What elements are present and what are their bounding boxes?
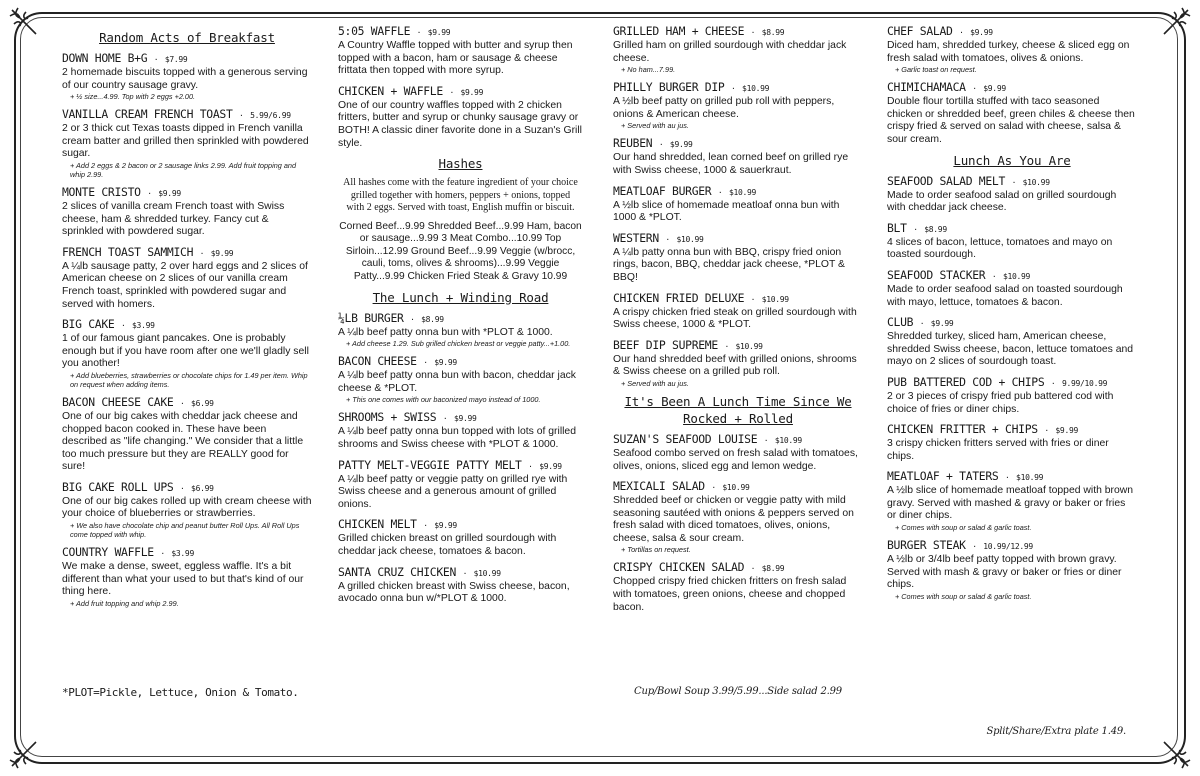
item-description: Diced ham, shredded turkey, cheese & sliced egg on fresh salad with tomatoes, olives & onions. bbox=[887, 40, 1130, 64]
menu-item bbox=[613, 24, 863, 74]
menu-item bbox=[887, 174, 1137, 215]
item-name bbox=[62, 51, 312, 67]
item-price: $9.99 bbox=[427, 28, 451, 37]
item-description: A ¼lb beef patty onna bun topped with lots of grilled shrooms and Swiss cheese with *PLOT & 1000. bbox=[338, 426, 576, 450]
item-price: $10.99 bbox=[774, 435, 802, 445]
item-note: + Comes with soup or salad & garlic toast. bbox=[895, 523, 1032, 533]
item-title: SEAFOOD STACKER bbox=[887, 267, 986, 282]
price-separator: · bbox=[987, 271, 1001, 281]
item-price: $10.99 bbox=[735, 341, 763, 351]
item-title: CHIMICHAMACA bbox=[887, 80, 966, 95]
menu-item bbox=[62, 185, 312, 239]
item-description: We make a dense, sweet, eggless waffle. It's a bit different than what your used to but that's kind of our thing here. bbox=[62, 561, 304, 598]
menu-item bbox=[613, 136, 863, 177]
section-title: Lunch As You Are bbox=[953, 152, 1071, 168]
item-name bbox=[613, 24, 863, 40]
item-title: FRENCH TOAST SAMMICH bbox=[62, 244, 194, 259]
item-note: + Add cheese 1.29. Sub grilled chicken breast or veggie patty...+1.00. bbox=[346, 339, 571, 349]
item-name bbox=[887, 538, 1137, 554]
item-title: CHICKEN MELT bbox=[338, 517, 417, 532]
item-description: Made to order seafood salad on toasted sourdough with mayo, lettuce, tomatoes & bacon. bbox=[887, 283, 1123, 308]
item-title: REUBEN bbox=[613, 136, 653, 151]
item-price: $9.99 bbox=[434, 521, 457, 531]
item-title: SEAFOOD SALAD MELT bbox=[887, 173, 1006, 188]
item-name bbox=[887, 315, 1137, 331]
price-separator: · bbox=[155, 549, 170, 559]
menu-item bbox=[62, 545, 312, 608]
menu-item bbox=[887, 538, 1137, 601]
item-title: BLT bbox=[887, 220, 907, 235]
item-note: + Served with au jus. bbox=[621, 378, 689, 388]
item-title: CRISPY CHICKEN SALAD bbox=[613, 560, 745, 575]
item-note: + Served with au jus. bbox=[621, 121, 689, 131]
menu-item bbox=[338, 458, 583, 512]
menu-item-list bbox=[338, 24, 583, 150]
item-name bbox=[613, 338, 863, 354]
item-title: SHROOMS + SWISS bbox=[338, 410, 437, 425]
item-price: $10.99 bbox=[1016, 473, 1044, 483]
menu-item-list bbox=[887, 174, 1137, 601]
item-title: WESTERN bbox=[613, 230, 659, 245]
menu-item-list bbox=[887, 24, 1137, 147]
price-separator: · bbox=[234, 111, 249, 121]
item-title: BURGER STEAK bbox=[887, 538, 966, 553]
item-price: $9.99 bbox=[460, 87, 484, 97]
menu-item bbox=[613, 184, 863, 225]
price-separator: · bbox=[915, 319, 929, 329]
price-separator: · bbox=[116, 321, 131, 331]
item-title: PUB BATTERED COD + CHIPS bbox=[887, 374, 1045, 389]
price-separator: · bbox=[1039, 426, 1054, 436]
price-separator: · bbox=[195, 248, 209, 258]
item-name bbox=[887, 174, 1137, 190]
price-separator: · bbox=[412, 28, 426, 37]
item-description: 2 homemade biscuits topped with a generous serving of our country sausage gravy. bbox=[62, 67, 308, 91]
item-price: $9.99 bbox=[970, 28, 993, 37]
item-title: CHICKEN + WAFFLE bbox=[338, 83, 443, 98]
item-price: $3.99 bbox=[171, 549, 194, 559]
menu-item bbox=[887, 422, 1137, 463]
item-description: Our hand shredded, lean corned beef on grilled rye with Swiss cheese, 1000 & sauerkraut. bbox=[613, 152, 849, 176]
price-separator: · bbox=[719, 341, 734, 351]
menu-item bbox=[887, 268, 1137, 309]
section-title: The Lunch + Winding Road bbox=[372, 289, 549, 305]
menu-item bbox=[887, 469, 1137, 532]
item-title: MEATLOAF + TATERS bbox=[887, 469, 999, 484]
item-note: + Add blueberries, strawberries or chocolate chips for 1.49 per item. Whip on request when adding items. bbox=[70, 370, 308, 389]
item-name bbox=[62, 185, 312, 201]
item-description: Shredded beef or chicken or veggie patty with mild seasoning sautéed with onions & peppers served on fresh salad with diced tomatoes, olives, onions, cheese, salsa & sour cream. bbox=[613, 495, 854, 544]
menu-item bbox=[338, 311, 583, 349]
item-title: BACON CHEESE CAKE bbox=[62, 394, 174, 409]
price-separator: · bbox=[458, 568, 472, 578]
item-price: $8.99 bbox=[421, 314, 444, 324]
price-separator: · bbox=[660, 234, 675, 244]
item-price: $8.99 bbox=[761, 564, 785, 574]
menu-item bbox=[62, 107, 312, 179]
column-waffles-hashes-lunch bbox=[338, 24, 583, 612]
item-name bbox=[613, 136, 863, 152]
item-description: Double flour tortilla stuffed with taco seasoned chicken or shredded beef, green chiles & cheese then crispy fried & served on salad with cheese, salsa & sour cream. bbox=[887, 96, 1135, 145]
item-name bbox=[613, 479, 863, 495]
section-title: It's Been A Lunch Time Since We bbox=[624, 393, 852, 409]
item-price: $9.99 bbox=[434, 358, 457, 368]
menu-item bbox=[338, 354, 583, 404]
item-title: BEEF DIP SUPREME bbox=[613, 337, 718, 352]
item-name bbox=[338, 84, 583, 100]
item-title: PATTY MELT-VEGGIE PATTY MELT bbox=[338, 457, 522, 472]
item-price: $10.99 bbox=[1002, 271, 1031, 281]
item-name bbox=[887, 24, 1137, 40]
price-separator: · bbox=[967, 542, 982, 552]
item-price: $10.99 bbox=[761, 294, 789, 304]
item-name bbox=[338, 517, 583, 533]
item-price: $9.99 bbox=[453, 414, 477, 424]
item-price: $9.99 bbox=[983, 84, 1006, 94]
price-separator: · bbox=[726, 84, 741, 94]
price-separator: · bbox=[746, 28, 760, 37]
item-description: A ½lb slice of homemade meatloaf topped with brown gravy. Served with mashed & gravy or baker or fries or diner chips. bbox=[887, 485, 1134, 522]
item-description: One of our big cakes rolled up with cream cheese with your choice of blueberries or strawberries. bbox=[62, 495, 312, 520]
item-note: + Add fruit topping and whip 2.99. bbox=[70, 598, 179, 608]
menu-item bbox=[887, 24, 1137, 74]
item-name bbox=[613, 291, 863, 307]
item-description: 2 slices of vanilla cream French toast with Swiss cheese, ham & shredded turkey. Fancy cut & sprinkled with powdered sugar. bbox=[62, 200, 285, 238]
hashes-intro: All hashes come with the feature ingredient of your choice grilled together with homers, peppers + onions, topped with 2 eggs. Served with toast, English muffin or biscuit. bbox=[343, 177, 578, 214]
item-description: One of our country waffles topped with 2 chicken fritters, butter and syrup or chunky sausage gravy or BOTH! A classic diner favorite done in a Suzan's Grill style. bbox=[338, 99, 582, 149]
price-separator: · bbox=[706, 483, 721, 493]
item-description: 2 or 3 thick cut Texas toasts dipped in French vanilla cream batter and grilled then sprinkled with powdered sugar. bbox=[62, 123, 309, 160]
item-description: A ¼lb beef patty onna bun with *PLOT & 1000. bbox=[338, 326, 553, 338]
item-title: SUZAN'S SEAFOOD LOUISE bbox=[613, 431, 758, 446]
price-separator: · bbox=[149, 55, 163, 64]
item-name bbox=[613, 560, 863, 576]
item-title: GRILLED HAM + CHEESE bbox=[613, 24, 745, 38]
menu-item bbox=[613, 80, 863, 130]
item-name bbox=[338, 458, 583, 474]
item-name bbox=[887, 80, 1137, 96]
item-note: + This one comes with our baconized mayo instead of 1000. bbox=[346, 395, 541, 405]
item-price: 10.99/12.99 bbox=[983, 542, 1033, 552]
item-title: CHICKEN FRIED DELUXE bbox=[613, 290, 745, 305]
item-name bbox=[887, 221, 1137, 237]
menu-item bbox=[338, 517, 583, 558]
price-separator: · bbox=[438, 414, 452, 424]
menu-item-list bbox=[613, 24, 863, 388]
item-description: 2 or 3 pieces of crispy fried pub battered cod with choice of fries or diner chips. bbox=[887, 390, 1114, 415]
item-description: 4 slices of bacon, lettuce, tomatoes and mayo on toasted sourdough. bbox=[887, 236, 1113, 261]
item-title: CHEF SALAD bbox=[887, 24, 953, 38]
item-description: A crispy chicken fried steak on grilled sourdough with Swiss cheese, 1000 & *PLOT. bbox=[613, 306, 857, 331]
item-name bbox=[887, 422, 1137, 438]
price-separator: · bbox=[175, 398, 190, 408]
menu-item bbox=[613, 479, 863, 554]
item-price: 5.99/6.99 bbox=[250, 111, 291, 121]
item-title: 5:05 WAFFLE bbox=[338, 24, 411, 38]
item-title: MEATLOAF BURGER bbox=[613, 183, 712, 198]
item-name bbox=[62, 395, 312, 411]
item-description: Shredded turkey, sliced ham, American cheese, shredded Swiss cheese, bacon, lettuce tomatoes and mayo on 2 slices of sourdough toast. bbox=[887, 331, 1134, 368]
item-description: Grilled ham on grilled sourdough with cheddar jack cheese. bbox=[613, 40, 847, 64]
item-description: 1 of our famous giant pancakes. One is probably enough but if you have room after one we'll gladly sell you another! bbox=[62, 333, 309, 370]
menu-item-list bbox=[62, 51, 312, 608]
menu-item bbox=[62, 317, 312, 389]
price-separator: · bbox=[142, 188, 157, 198]
item-description: A grilled chicken breast with Swiss cheese, bacon, avocado onna bun w/*PLOT & 1000. bbox=[338, 580, 570, 605]
item-description: A Country Waffle topped with butter and syrup then topped with a bacon, ham or sausage & cheese frittata then topped with more syrup. bbox=[338, 40, 573, 77]
item-price: $3.99 bbox=[132, 321, 155, 331]
plot-footnote: *PLOT=Pickle, Lettuce, Onion & Tomato. bbox=[62, 686, 299, 699]
menu-item bbox=[613, 432, 863, 473]
item-title: SANTA CRUZ CHICKEN bbox=[338, 564, 457, 579]
item-price: $10.99 bbox=[473, 568, 501, 578]
menu-item bbox=[887, 80, 1137, 146]
flourish-icon bbox=[1154, 732, 1194, 772]
item-price: $9.99 bbox=[539, 461, 562, 471]
column-breakfast bbox=[62, 24, 312, 614]
menu-item bbox=[62, 480, 312, 539]
item-title: COUNTRY WAFFLE bbox=[62, 545, 154, 560]
item-description: One of our big cakes with cheddar jack cheese and chopped bacon cooked in. These have been described as "life changing." We consider that a little too much pressure but they are REALLY good for sure! bbox=[62, 410, 304, 473]
item-description: A ¼lb patty onna bun with BBQ, crispy fried onion rings, bacon, BBQ, cheddar jack cheese, *PLOT & BBQ! bbox=[613, 246, 845, 283]
price-separator: · bbox=[954, 28, 969, 37]
item-price: $9.99 bbox=[158, 188, 181, 198]
item-description: A ¼lb beef patty or veggie patty on grilled rye with Swiss cheese and a generous amount of grilled onions. bbox=[338, 473, 568, 510]
item-name bbox=[62, 317, 312, 333]
price-separator: · bbox=[1046, 378, 1060, 388]
price-separator: · bbox=[713, 187, 727, 197]
item-title: BIG CAKE bbox=[62, 317, 115, 332]
item-name bbox=[887, 268, 1137, 284]
item-note: + No ham...7.99. bbox=[621, 65, 676, 75]
hashes-list: Corned Beef...9.99 Shredded Beef...9.99 Ham, bacon or sausage...9.99 3 Meat Combo...10.99 Top Sirloin...12.99 Ground Beef...9.99 Veggie (w/brocc, cauli, toms, olives & shrooms)...9.99 Veggie Patty...9.99 Chicken Fried Steak & Gravy 10.99 bbox=[339, 220, 582, 283]
price-separator: · bbox=[746, 294, 760, 304]
item-description: Grilled chicken breast on grilled sourdough with cheddar jack cheese, tomatoes & bacon. bbox=[338, 533, 557, 557]
menu-item-list bbox=[338, 311, 583, 606]
price-separator: · bbox=[418, 521, 433, 531]
item-name bbox=[338, 410, 583, 426]
item-title: BIG CAKE ROLL UPS bbox=[62, 479, 174, 494]
item-price: $8.99 bbox=[924, 224, 947, 234]
flourish-icon bbox=[6, 732, 46, 772]
item-price: $8.99 bbox=[761, 28, 785, 37]
item-price: $9.99 bbox=[930, 319, 954, 329]
menu-item bbox=[62, 51, 312, 101]
item-name bbox=[62, 245, 312, 261]
item-title: ¼LB BURGER bbox=[338, 310, 404, 325]
item-name bbox=[613, 184, 863, 200]
price-separator: · bbox=[967, 84, 982, 94]
item-title: VANILLA CREAM FRENCH TOAST bbox=[62, 107, 233, 122]
item-name bbox=[62, 480, 312, 496]
item-name bbox=[62, 107, 312, 123]
section-title: Random Acts of Breakfast bbox=[99, 30, 275, 45]
item-price: $7.99 bbox=[164, 55, 188, 64]
price-separator: · bbox=[908, 224, 923, 234]
split-plate-note: Split/Share/Extra plate 1.49. bbox=[986, 726, 1126, 737]
item-title: CLUB bbox=[887, 315, 914, 330]
menu-item bbox=[613, 291, 863, 332]
menu-item bbox=[338, 84, 583, 150]
item-description: Seafood combo served on fresh salad with tomatoes, olives, onions, sliced egg and lemon wedge. bbox=[613, 447, 858, 472]
item-description: A ½lb slice of homemade meatloaf onna bun with 1000 & *PLOT. bbox=[613, 199, 840, 224]
menu-item bbox=[338, 565, 583, 606]
item-description: Our hand shredded beef with grilled onions, shrooms & Swiss cheese on a grilled pub roll. bbox=[613, 353, 857, 378]
item-name bbox=[338, 311, 583, 327]
price-separator: · bbox=[1007, 177, 1021, 187]
item-name bbox=[613, 80, 863, 96]
item-note: + Add 2 eggs & 2 bacon or 2 sausage links 2.99. Add fruit topping and whip 2.99. bbox=[70, 160, 297, 179]
flourish-icon bbox=[1154, 4, 1194, 44]
item-price: 9.99/10.99 bbox=[1061, 378, 1108, 388]
item-description: Made to order seafood salad on grilled sourdough with cheddar jack cheese. bbox=[887, 189, 1117, 214]
item-price: $9.99 bbox=[210, 248, 234, 258]
menu-item bbox=[62, 395, 312, 474]
item-name bbox=[887, 375, 1137, 391]
item-title: BACON CHEESE bbox=[338, 354, 417, 369]
item-note: + Tortillas on request. bbox=[621, 545, 691, 555]
item-price: $10.99 bbox=[728, 187, 757, 197]
price-separator: · bbox=[1000, 473, 1015, 483]
column-salads-lunch bbox=[887, 24, 1137, 607]
item-description: A ¼lb beef patty onna bun with bacon, cheddar jack cheese & *PLOT. bbox=[338, 370, 576, 394]
price-separator: · bbox=[746, 564, 760, 574]
item-description: A ¼lb sausage patty, 2 over hard eggs and 2 slices of American cheese on 2 slices of our vanilla cream French toast, sprinkled with powdered sugar and served with homers. bbox=[62, 260, 308, 310]
column-sandwiches-salads bbox=[613, 24, 863, 620]
item-name bbox=[613, 231, 863, 247]
item-price: $10.99 bbox=[1022, 177, 1050, 187]
menu-item bbox=[887, 315, 1137, 369]
item-note: + Comes with soup or salad & garlic toast. bbox=[895, 591, 1032, 601]
item-title: CHICKEN FRITTER + CHIPS bbox=[887, 422, 1038, 437]
item-description: 3 crispy chicken fritters served with fries or diner chips. bbox=[887, 438, 1109, 462]
item-price: $10.99 bbox=[676, 234, 704, 244]
menu-item bbox=[62, 245, 312, 311]
item-name bbox=[338, 565, 583, 581]
item-name bbox=[62, 545, 312, 561]
price-separator: · bbox=[175, 483, 190, 493]
menu-item bbox=[887, 375, 1137, 416]
price-separator: · bbox=[444, 87, 459, 97]
price-separator: · bbox=[405, 314, 420, 324]
item-price: $6.99 bbox=[191, 398, 214, 408]
price-separator: · bbox=[654, 140, 668, 150]
item-name bbox=[338, 24, 583, 40]
flourish-icon bbox=[6, 4, 46, 44]
item-description: Chopped crispy fried chicken fritters on fresh salad with tomatoes, green onions, cheese and chopped bacon. bbox=[613, 576, 847, 613]
item-price: $9.99 bbox=[1055, 426, 1078, 436]
soup-salad-note: Cup/Bowl Soup 3.99/5.99...Side salad 2.99 bbox=[634, 686, 842, 697]
item-title: MONTE CRISTO bbox=[62, 184, 141, 199]
item-description: A ½lb beef patty on grilled pub roll with peppers, onions & American cheese. bbox=[613, 96, 835, 120]
item-note: + We also have chocolate chip and peanut butter Roll Ups. All Roll Ups come topped with whip. bbox=[70, 521, 300, 540]
item-price: $10.99 bbox=[742, 84, 770, 94]
item-name bbox=[338, 354, 583, 370]
menu-item bbox=[338, 410, 583, 451]
item-title: MEXICALI SALAD bbox=[613, 479, 705, 494]
item-title: DOWN HOME B+G bbox=[62, 51, 148, 65]
item-price: $10.99 bbox=[722, 483, 750, 493]
section-title: Hashes bbox=[438, 156, 483, 172]
section-title: Rocked + Rolled bbox=[683, 410, 793, 426]
price-separator: · bbox=[523, 461, 538, 471]
item-note: + Garlic toast on request. bbox=[895, 65, 977, 75]
item-price: $9.99 bbox=[669, 140, 693, 150]
item-description: A ½lb or 3/4lb beef patty topped with brown gravy. Served with mash & gravy or baker or fries or diner chips. bbox=[887, 554, 1122, 591]
menu-item bbox=[613, 560, 863, 614]
item-note: + ½ size...4.99. Top with 2 eggs +2.00. bbox=[70, 92, 196, 102]
price-separator: · bbox=[418, 358, 433, 368]
menu-item bbox=[338, 24, 583, 78]
item-name bbox=[887, 469, 1137, 485]
menu-item bbox=[613, 231, 863, 285]
menu-item bbox=[887, 221, 1137, 262]
menu-item-list bbox=[613, 432, 863, 614]
item-title: PHILLY BURGER DIP bbox=[613, 80, 725, 95]
item-name bbox=[613, 432, 863, 448]
menu-item bbox=[613, 338, 863, 388]
item-price: $6.99 bbox=[191, 483, 214, 493]
price-separator: · bbox=[759, 435, 773, 445]
